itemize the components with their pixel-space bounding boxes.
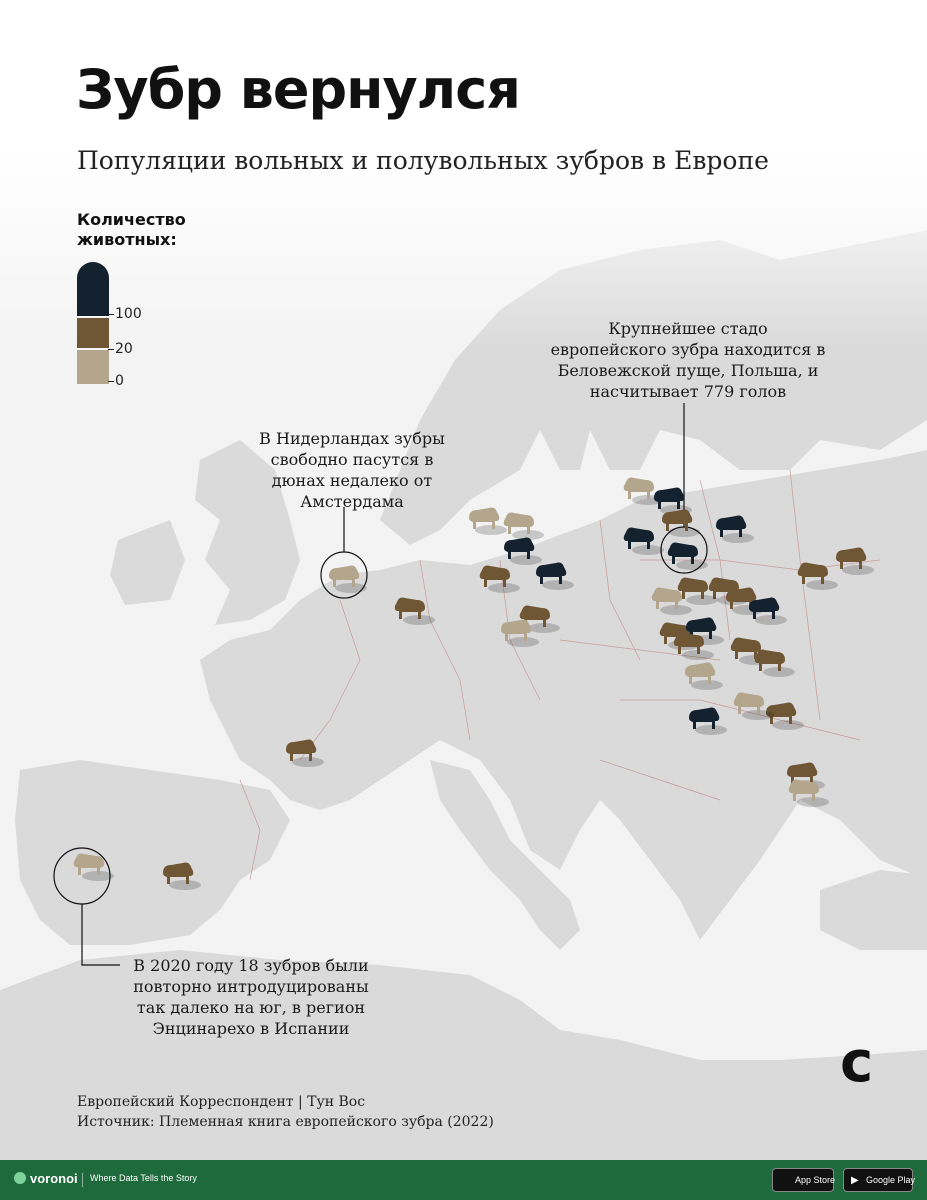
bison-shadow [510, 555, 542, 565]
legend-tick-0: 0 [108, 373, 124, 389]
annotation-spain: В 2020 году 18 зубров были повторно интродуцированы так далеко на юг, в регион Энцинарехо в Испании [133, 956, 369, 1038]
bison-shadow [695, 725, 727, 735]
bison-shadow [842, 565, 874, 575]
google-play-button[interactable] [843, 1168, 916, 1192]
legend-tick-100: 100 [108, 306, 142, 322]
bison-shadow [691, 680, 723, 690]
legend-tick-20: 20 [108, 341, 133, 357]
bison-shadow [755, 615, 787, 625]
bison-shadow [722, 533, 754, 543]
voronoi-brand[interactable] [14, 1171, 78, 1186]
annotation-bialowieza: Крупнейшее стадо европейского зубра находится в Беловежской пуще, Польша, и насчитывает 779 голов [550, 319, 826, 401]
brand-tagline: Where Data Tells the Story [90, 1173, 197, 1183]
footer-divider [82, 1173, 83, 1187]
bison-shadow [169, 880, 201, 890]
page-subtitle: Популяции вольных и полувольных зубров в Европе [77, 146, 769, 175]
publisher-logo-icon: ϲ [840, 1030, 874, 1095]
app-store-button[interactable] [772, 1168, 834, 1192]
legend-swatch-mid [77, 318, 109, 348]
brand-name: voronoi [30, 1171, 78, 1186]
page-title: Зубр вернулся [76, 58, 520, 121]
bison-shadow [335, 583, 367, 593]
annotation-netherlands: В Нидерландах зубры свободно пасутся в дюнах недалеко от Амстердама [259, 429, 445, 511]
footer-bar [0, 1160, 927, 1200]
play-icon: ▶ [851, 1175, 859, 1186]
bison-shadow [772, 720, 804, 730]
source-credits [77, 1092, 494, 1132]
bison-shadow [475, 525, 507, 535]
legend-color-bar [77, 262, 109, 384]
bison-shadow [292, 757, 324, 767]
legend-swatch-high [77, 262, 109, 316]
app-store-label: App Store [795, 1175, 836, 1185]
bison-shadow [668, 527, 700, 537]
voronoi-logo-icon [14, 1172, 26, 1184]
bison-shadow [542, 580, 574, 590]
bison-shadow [507, 637, 539, 647]
google-play-label: Google Play [866, 1175, 916, 1185]
legend-title: Количество животных: [77, 210, 186, 249]
legend-swatch-low [77, 350, 109, 384]
author-credit: Европейский Корреспондент | Тун Вос [77, 1094, 366, 1110]
data-source: Источник: Племенная книга европейского зубра (2022) [77, 1114, 494, 1130]
